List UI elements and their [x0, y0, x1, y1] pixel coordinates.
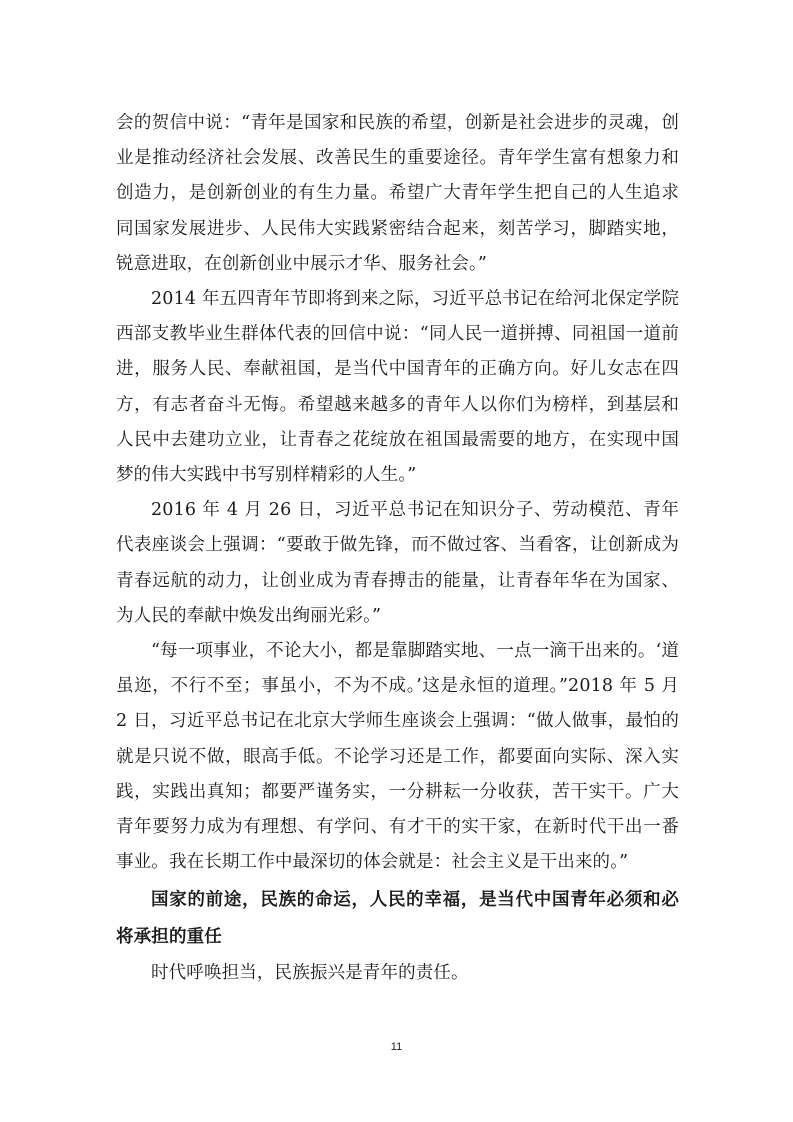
- page-body: [116, 106, 679, 992]
- paragraph-congratulatory-letter: 会的贺信中说：“青年是国家和民族的希望，创新是社会进步的灵魂，创业是推动经济社会发展、改善民生的重要途径。青年学生富有想象力和创造力，是创新创业的有生力量。希望广大青年学生把自己的人生追求同国家发展进步、人民伟大实践紧密结合起来，刻苦学习，脚踏实地，锐意进取，在创新创业中展示才华、服务社会。”: [116, 113, 679, 274]
- paragraph-2016-symposium: 2016 年 4 月 26 日，习近平总书记在知识分子、劳动模范、青年代表座谈会上强调：“要敢于做先锋，而不做过客、当看客，让创新成为青春远航的动力，让创业成为青春搏击的能量，让青春年华在为国家、为人民的奉献中焕发出绚丽光彩。”: [116, 500, 679, 626]
- page-number: 11: [390, 1041, 403, 1053]
- paragraph-era-responsibility: 时代呼唤担当，民族振兴是青年的责任。: [151, 963, 469, 984]
- paragraph-2014-reply-letter: 2014 年五四青年节即将到来之际，习近平总书记在给河北保定学院西部支教毕业生群体代表的回信中说：“同人民一道拼搏、同祖国一道前进，服务人民、奉献祖国，是当代中国青年的正确方向。好儿女志在四方，有志者奋斗无悔。希望越来越多的青年人以你们为榜样，到基层和人民中去建功立业，让青春之花绽放在祖国最需要的地方，在实现中国梦的伟大实践中书写别样精彩的人生。”: [116, 289, 679, 486]
- paragraph-2018-peking-university: “每一项事业，不论大小，都是靠脚踏实地、一点一滴干出来的。‘道虽迩，不行不至；事虽小，不为不成。’这是永恒的道理。”2018 年 5 月 2 日，习近平总书记在北京大学师生座谈会上强调：“做人做事，最怕的就是只说不做，眼高手低。不论学习还是工作，都要面向实际、深入实践，实践出真知；都要严谨务实，一分耕耘一分收获，苦干实干。广大青年要努力成为有理想、有学问、有才干的实干家，在新时代干出一番事业。我在长期工作中最深切的体会就是：社会主义是干出来的。”: [116, 641, 679, 873]
- section-heading: 国家的前途，民族的命运，人民的幸福，是当代中国青年必须和必将承担的重任: [116, 890, 679, 948]
